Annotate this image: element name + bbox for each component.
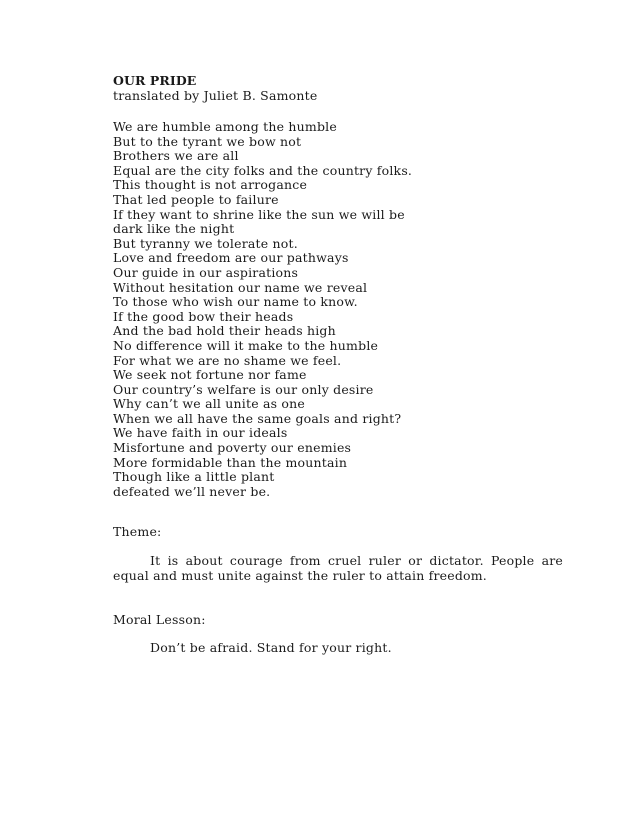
moral-lesson-text: Don’t be afraid. Stand for your right. bbox=[150, 640, 392, 655]
poem-line: But to the tyrant we bow not bbox=[113, 133, 302, 149]
poem-line: To those who wish our name to know. bbox=[113, 294, 358, 310]
poem-line: Our guide in our aspirations bbox=[113, 264, 299, 280]
poem-line: Love and freedom are our pathways bbox=[113, 250, 349, 266]
poem-line: That led people to failure bbox=[113, 191, 279, 207]
poem-line: Misfortune and poverty our enemies bbox=[113, 440, 352, 456]
poem-line: Without hesitation our name we reveal bbox=[113, 279, 368, 295]
poem-line: defeated we’ll never be. bbox=[113, 483, 271, 499]
poem-line: But tyranny we tolerate not. bbox=[113, 235, 298, 251]
poem-line: We seek not fortune nor fame bbox=[113, 367, 307, 383]
theme-heading: Theme: bbox=[113, 524, 162, 539]
theme-paragraph: It is about courage from cruel ruler or dictator. People are equal and must unite against the ruler to attain freedom. bbox=[113, 553, 563, 583]
poem-line: When we all have the same goals and right? bbox=[113, 410, 402, 426]
poem-line: We are humble among the humble bbox=[113, 119, 337, 134]
poem-line: dark like the night bbox=[113, 221, 235, 237]
poem-line: More formidable than the mountain bbox=[113, 454, 348, 470]
poem-line: No difference will it make to the humble bbox=[113, 337, 379, 353]
moral-lesson-heading: Moral Lesson: bbox=[113, 612, 206, 627]
poem-line: We have faith in our ideals bbox=[113, 425, 288, 441]
poem-line: If the good bow their heads bbox=[113, 308, 294, 324]
poem-line: Equal are the city folks and the country folks. bbox=[113, 162, 413, 178]
poem-line: Brothers we are all bbox=[113, 148, 239, 164]
poem-title: OUR PRIDE bbox=[113, 73, 197, 88]
poem-line: Why can’t we all unite as one bbox=[113, 396, 306, 412]
translator-credit: translated by Juliet B. Samonte bbox=[113, 88, 318, 103]
poem-line: Though like a little plant bbox=[113, 469, 275, 485]
poem-line: Our country’s welfare is our only desire bbox=[113, 381, 374, 397]
poem-line: And the bad hold their heads high bbox=[113, 323, 336, 339]
poem-line: This thought is not arrogance bbox=[113, 177, 308, 193]
poem-line: For what we are no shame we feel. bbox=[113, 352, 342, 368]
poem-line: If they want to shrine like the sun we will be bbox=[113, 206, 405, 222]
poem-body bbox=[113, 120, 573, 499]
